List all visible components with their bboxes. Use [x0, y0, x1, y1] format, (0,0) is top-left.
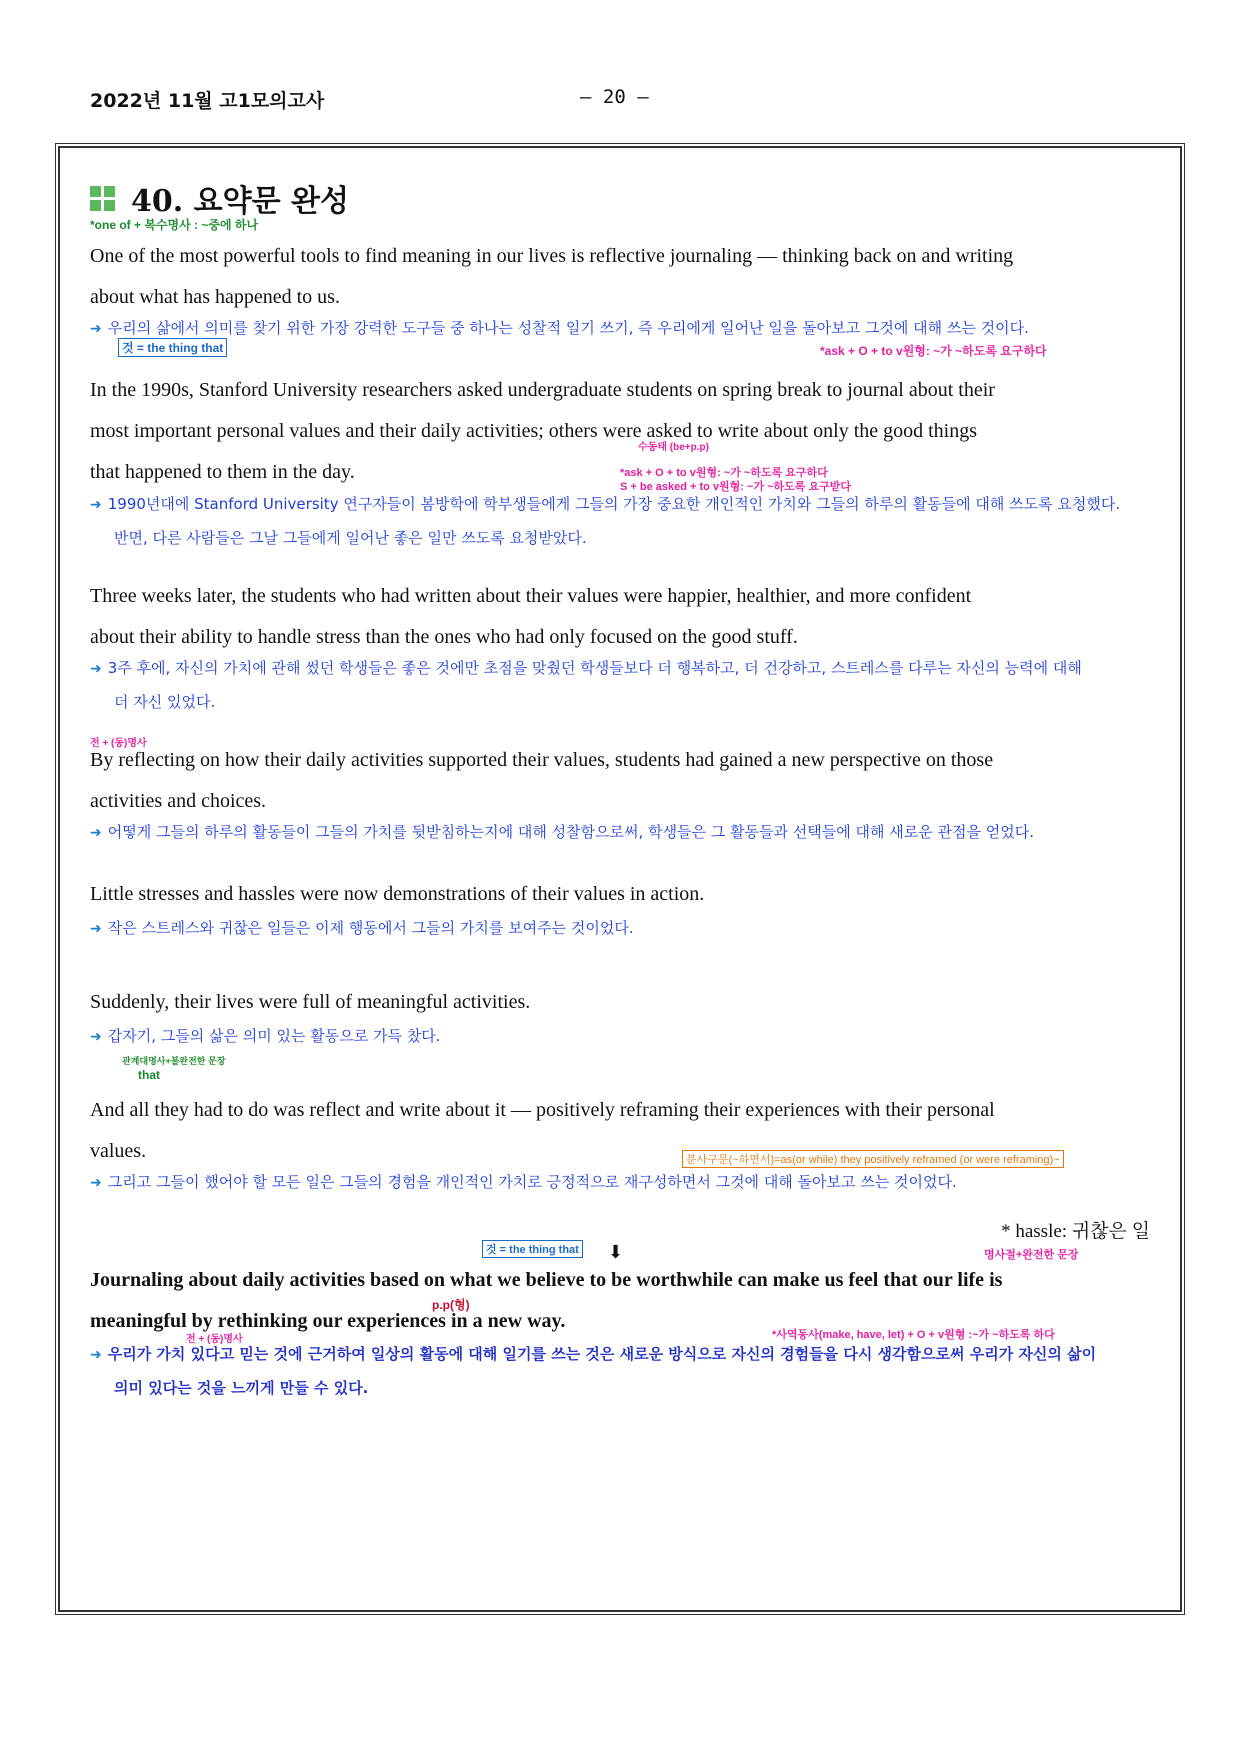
- paragraph-2-line-3: that happened to them in the day.: [90, 461, 355, 483]
- arrow-icon: ➜: [90, 1175, 102, 1191]
- section-title: 40. 요약문 완성: [131, 184, 349, 219]
- arrow-icon: ➜: [90, 321, 102, 337]
- paragraph-4-line-1: By reflecting on how their daily activities supported their values, students had gained a new perspective on those: [90, 749, 994, 771]
- arrow-icon: ➜: [90, 661, 102, 677]
- green-squares-icon: [90, 186, 115, 211]
- paragraph-4-ko: [90, 816, 1155, 850]
- paragraph-3-translation-2: 더 자신 있었다.: [114, 693, 216, 711]
- paragraph-6-translation: 갑자기, 그들의 삶은 의미 있는 활동으로 가득 찼다.: [107, 1027, 441, 1045]
- note-noun-clause: 명사절+완전한 문장: [984, 1249, 1079, 1261]
- paragraph-4-en: [90, 740, 1155, 822]
- note-one-of: *one of + 복수명사 : ~중에 하나: [90, 218, 259, 232]
- paragraph-2-ko: [90, 488, 1155, 555]
- paragraph-1-line-1: One of the most powerful tools to find meaning in our lives is reflective journaling — thinking back on and writing: [90, 245, 1014, 267]
- note-ask-2: *ask + O + to v원형: ~가 ~하도록 요구하다: [620, 467, 828, 479]
- gloss-hassle: * hassle: 귀찮은 일: [1001, 1221, 1150, 1242]
- paragraph-3-en: [90, 576, 1155, 658]
- note-by-gerund-2: 전 + (동)명사: [186, 1334, 243, 1345]
- arrow-icon: ➜: [90, 825, 102, 841]
- note-ask-1: *ask + O + to v원형: ~가 ~하도록 요구하다: [820, 344, 1047, 358]
- paragraph-4-line-2: activities and choices.: [90, 790, 267, 812]
- paragraph-6-line-1: Suddenly, their lives were full of meaningful activities.: [90, 991, 531, 1013]
- paragraph-5-line-1: Little stresses and hassles were now demonstrations of their values in action.: [90, 883, 705, 905]
- arrow-icon: ➜: [90, 497, 102, 513]
- arrow-icon: ➜: [90, 1347, 102, 1363]
- paragraph-4-translation: 어떻게 그들의 하루의 활동들이 그들의 가치를 뒷받침하는지에 대해 성찰함으로써, 학생들은 그 활동들과 선택들에 대해 새로운 관점을 얻었다.: [107, 823, 1034, 841]
- paragraph-2-line-2: most important personal values and their daily activities; others were asked to write about only the good things: [90, 420, 978, 442]
- note-by-gerund-1: 전 + (동)명사: [90, 738, 147, 749]
- paragraph-1-translation: 우리의 삶에서 의미를 찾기 위한 가장 강력한 도구들 중 하나는 성찰적 일기 쓰기, 즉 우리에게 일어난 일을 돌아보고 그것에 대해 쓰는 것이다.: [107, 319, 1029, 337]
- summary-translation-2: 의미 있다는 것을 느끼게 만들 수 있다.: [114, 1379, 369, 1397]
- note-participle: 분사구문(~하면서)=as(or while) they positively reframed (or were reframing)~: [682, 1150, 1064, 1168]
- paragraph-2-translation-1: 1990년대에 Stanford University 연구자들이 봄방학에 학부생들에게 그들의 가장 중요한 개인적인 가치와 그들의 하루의 활동들에 대해 쓰도록 요청했다.: [107, 495, 1121, 513]
- note-thing-that-1: 것 = the thing that: [118, 338, 227, 357]
- note-thing-that-2: 것 = the thing that: [482, 1240, 583, 1258]
- paragraph-2-translation-2: 반면, 다른 사람들은 그날 그들에게 일어난 좋은 일만 쓰도록 요청받았다.: [114, 529, 587, 547]
- paragraph-7-ko: [90, 1166, 1155, 1200]
- paragraph-7-line-1: And all they had to do was reflect and write about it — positively reframing their experiences with their personal: [90, 1099, 995, 1121]
- paragraph-3-line-2: about their ability to handle stress than the ones who had only focused on the good stuff.: [90, 626, 798, 648]
- note-rel-pronoun: 관계대명사+불완전한 문장: [122, 1056, 226, 1066]
- paragraph-3-line-1: Three weeks later, the students who had written about their values were happier, healthier, and more confident: [90, 585, 972, 607]
- page-number: – 20 –: [580, 86, 649, 108]
- summary-translation-1: 우리가 가치 있다고 믿는 것에 근거하여 일상의 활동에 대해 일기를 쓰는 것은 새로운 방식으로 자신의 경험들을 다시 생각함으로써 우리가 자신의 삶이: [107, 1345, 1097, 1363]
- arrow-icon: ➜: [90, 1029, 102, 1045]
- paragraph-2-line-1: In the 1990s, Stanford University researchers asked undergraduate students on spring break to journal about their: [90, 379, 995, 401]
- paragraph-5-ko: [90, 912, 1155, 946]
- section-heading: [90, 176, 349, 220]
- content-box: [58, 146, 1182, 1612]
- note-causative: *사역동사(make, have, let) + O + v원형 :~가 ~하도록 하다: [772, 1329, 1055, 1341]
- paragraph-1-ko: [90, 312, 1155, 346]
- paragraph-7-translation: 그리고 그들이 했어야 할 모든 일은 그들의 경험을 개인적인 가치로 긍정적으로 재구성하면서 그것에 대해 돌아보고 쓰는 것이었다.: [107, 1173, 957, 1191]
- paragraph-7-line-2: values.: [90, 1140, 147, 1162]
- summary-line-1: Journaling about daily activities based on what we believe to be worthwhile can make us feel that our life is: [90, 1269, 1003, 1291]
- summary-line-2: meaningful by rethinking our experiences in a new way.: [90, 1310, 566, 1332]
- paragraph-1-en: [90, 236, 1155, 318]
- page-header: [90, 86, 1150, 116]
- note-passive: 수동태 (be+p.p): [638, 442, 709, 453]
- summary-ko: [90, 1338, 1155, 1405]
- down-arrow-icon: ⬇: [608, 1242, 624, 1262]
- note-pp: p.p(형): [432, 1298, 470, 1312]
- paragraph-1-line-2: about what has happened to us.: [90, 286, 340, 308]
- note-that: that: [138, 1068, 160, 1082]
- paragraph-6-ko: [90, 1020, 1155, 1054]
- paragraph-6-en: [90, 982, 1155, 1023]
- paragraph-3-ko: [90, 652, 1155, 719]
- paragraph-5-translation: 작은 스트레스와 귀찮은 일들은 이제 행동에서 그들의 가치를 보여주는 것이었다.: [107, 919, 634, 937]
- exam-title: 2022년 11월 고1모의고사: [90, 90, 325, 112]
- note-ask-3: S + be asked + to v원형: ~가 ~하도록 요구받다: [620, 481, 851, 493]
- paragraph-5-en: [90, 874, 1155, 915]
- arrow-icon: ➜: [90, 921, 102, 937]
- paragraph-3-translation-1: 3주 후에, 자신의 가치에 관해 썼던 학생들은 좋은 것에만 초점을 맞췄던 학생들보다 더 행복하고, 더 건강하고, 스트레스를 다루는 자신의 능력에 대해: [107, 659, 1082, 677]
